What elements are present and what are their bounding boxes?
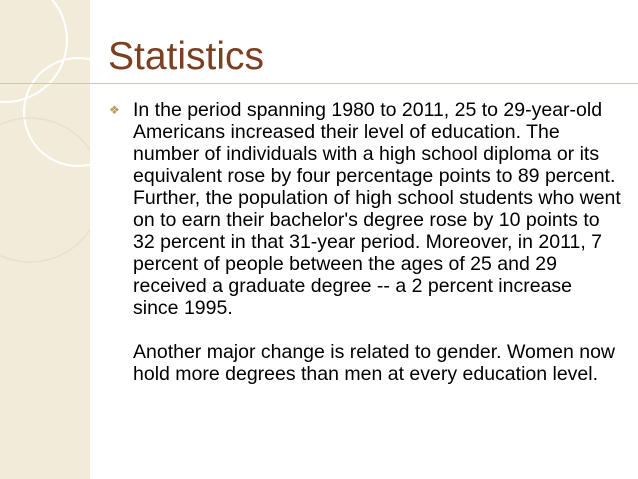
body-paragraph-statistics: In the period spanning 1980 to 2011, 25 to 29-year-old Americans increased their level of education. The number of individuals with a high school diploma or its equivalent rose by four percentage points to 89 percent. Further, the population of high school students who went on to earn their bachelor's degree rose by 10 points to 32 percent in that 31-year period. Moreover, in 2011, 7 percent of people between the ages of 25 and 29 received a graduate degree -- a 2 percent increase since 1995. (133, 99, 621, 319)
bullet-list (102, 99, 622, 385)
body-paragraph-gender: Another major change is related to gender. Women now hold more degrees than men at every education level. (133, 341, 616, 385)
list-item (102, 99, 622, 385)
title-divider (0, 83, 638, 84)
circle-swirl-icon (0, 0, 90, 479)
slide-title: Statistics (108, 35, 265, 78)
diamond-bullet-icon: ❖ (109, 103, 120, 117)
